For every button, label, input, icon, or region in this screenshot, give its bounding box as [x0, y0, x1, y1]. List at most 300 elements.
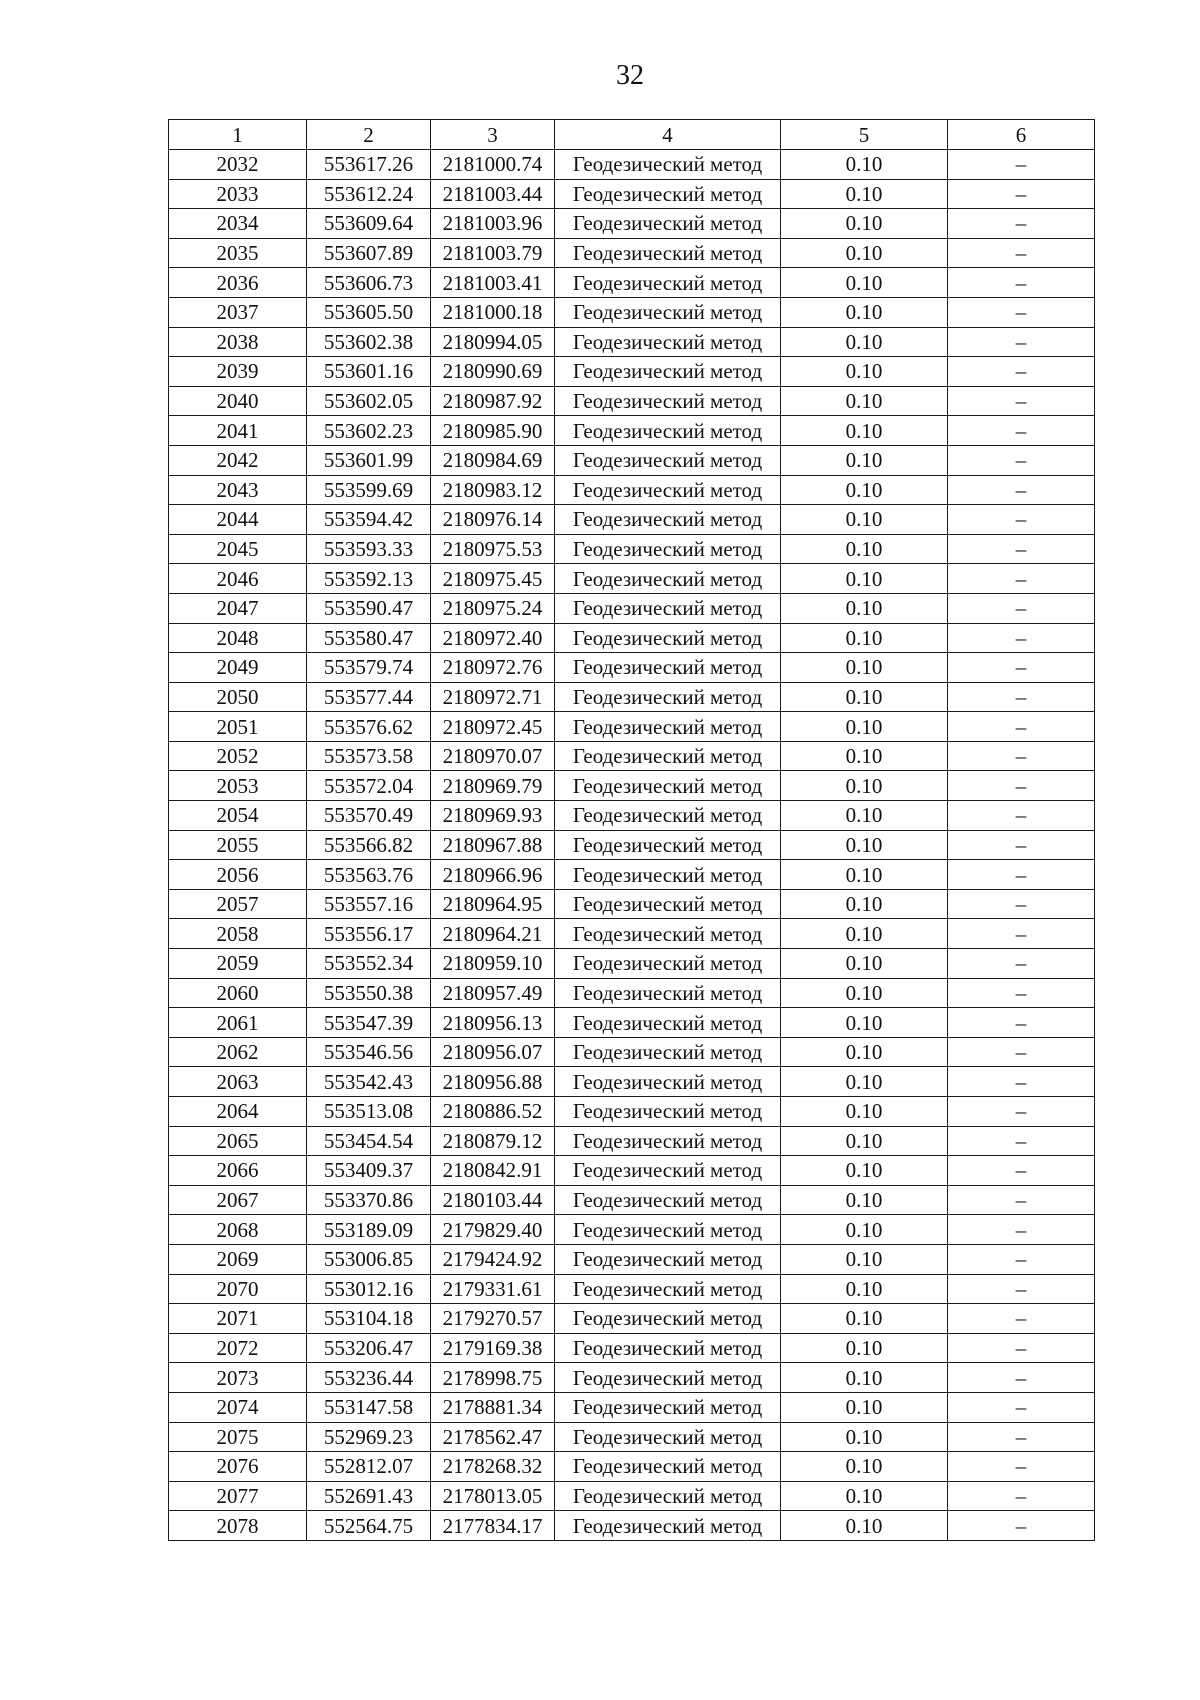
x-coordinate-cell: 553594.42 — [307, 505, 431, 535]
x-coordinate-cell: 553592.13 — [307, 564, 431, 594]
x-coordinate-cell: 553593.33 — [307, 534, 431, 564]
point-number-cell: 2053 — [169, 771, 307, 801]
method-cell: Геодезический метод — [555, 386, 781, 416]
note-cell: – — [948, 297, 1095, 327]
x-coordinate-cell: 552969.23 — [307, 1422, 431, 1452]
accuracy-cell: 0.10 — [781, 1363, 948, 1393]
method-cell: Геодезический метод — [555, 534, 781, 564]
method-cell: Геодезический метод — [555, 949, 781, 979]
point-number-cell: 2041 — [169, 416, 307, 446]
x-coordinate-cell: 553012.16 — [307, 1274, 431, 1304]
point-number-cell: 2051 — [169, 712, 307, 742]
table-row — [169, 357, 1095, 387]
accuracy-cell: 0.10 — [781, 1244, 948, 1274]
method-cell: Геодезический метод — [555, 1274, 781, 1304]
accuracy-cell: 0.10 — [781, 534, 948, 564]
method-cell: Геодезический метод — [555, 1244, 781, 1274]
x-coordinate-cell: 553147.58 — [307, 1392, 431, 1422]
table-row — [169, 475, 1095, 505]
accuracy-cell: 0.10 — [781, 386, 948, 416]
method-cell: Геодезический метод — [555, 1392, 781, 1422]
y-coordinate-cell: 2180990.69 — [431, 357, 555, 387]
x-coordinate-cell: 553189.09 — [307, 1215, 431, 1245]
x-coordinate-cell: 553602.05 — [307, 386, 431, 416]
point-number-cell: 2043 — [169, 475, 307, 505]
method-cell: Геодезический метод — [555, 1422, 781, 1452]
point-number-cell: 2039 — [169, 357, 307, 387]
x-coordinate-cell: 553006.85 — [307, 1244, 431, 1274]
y-coordinate-cell: 2180957.49 — [431, 978, 555, 1008]
note-cell: – — [948, 860, 1095, 890]
x-coordinate-cell: 553607.89 — [307, 238, 431, 268]
method-cell: Геодезический метод — [555, 1452, 781, 1482]
accuracy-cell: 0.10 — [781, 1008, 948, 1038]
point-number-cell: 2058 — [169, 919, 307, 949]
point-number-cell: 2047 — [169, 593, 307, 623]
x-coordinate-cell: 553602.38 — [307, 327, 431, 357]
method-cell: Геодезический метод — [555, 564, 781, 594]
y-coordinate-cell: 2178013.05 — [431, 1481, 555, 1511]
x-coordinate-cell: 553580.47 — [307, 623, 431, 653]
y-coordinate-cell: 2180975.24 — [431, 593, 555, 623]
note-cell: – — [948, 386, 1095, 416]
method-cell: Геодезический метод — [555, 268, 781, 298]
y-coordinate-cell: 2181003.44 — [431, 179, 555, 209]
table-row — [169, 209, 1095, 239]
method-cell: Геодезический метод — [555, 1008, 781, 1038]
x-coordinate-cell: 553556.17 — [307, 919, 431, 949]
x-coordinate-cell: 553606.73 — [307, 268, 431, 298]
note-cell: – — [948, 1156, 1095, 1186]
accuracy-cell: 0.10 — [781, 238, 948, 268]
method-cell: Геодезический метод — [555, 889, 781, 919]
x-coordinate-cell: 553612.24 — [307, 179, 431, 209]
table-row — [169, 1363, 1095, 1393]
point-number-cell: 2075 — [169, 1422, 307, 1452]
note-cell: – — [948, 682, 1095, 712]
method-cell: Геодезический метод — [555, 801, 781, 831]
x-coordinate-cell: 553573.58 — [307, 741, 431, 771]
point-number-cell: 2048 — [169, 623, 307, 653]
accuracy-cell: 0.10 — [781, 564, 948, 594]
note-cell: – — [948, 1244, 1095, 1274]
note-cell: – — [948, 150, 1095, 180]
accuracy-cell: 0.10 — [781, 860, 948, 890]
method-cell: Геодезический метод — [555, 327, 781, 357]
note-cell: – — [948, 238, 1095, 268]
method-cell: Геодезический метод — [555, 1185, 781, 1215]
accuracy-cell: 0.10 — [781, 1097, 948, 1127]
accuracy-cell: 0.10 — [781, 445, 948, 475]
method-cell: Геодезический метод — [555, 771, 781, 801]
accuracy-cell: 0.10 — [781, 1422, 948, 1452]
note-cell: – — [948, 949, 1095, 979]
table-row — [169, 949, 1095, 979]
accuracy-cell: 0.10 — [781, 949, 948, 979]
y-coordinate-cell: 2179331.61 — [431, 1274, 555, 1304]
accuracy-cell: 0.10 — [781, 978, 948, 1008]
accuracy-cell: 0.10 — [781, 889, 948, 919]
method-cell: Геодезический метод — [555, 1156, 781, 1186]
y-coordinate-cell: 2178268.32 — [431, 1452, 555, 1482]
accuracy-cell: 0.10 — [781, 801, 948, 831]
y-coordinate-cell: 2181000.18 — [431, 297, 555, 327]
method-cell: Геодезический метод — [555, 919, 781, 949]
y-coordinate-cell: 2180964.95 — [431, 889, 555, 919]
method-cell: Геодезический метод — [555, 1511, 781, 1541]
point-number-cell: 2040 — [169, 386, 307, 416]
x-coordinate-cell: 553570.49 — [307, 801, 431, 831]
table-row — [169, 623, 1095, 653]
accuracy-cell: 0.10 — [781, 682, 948, 712]
method-cell: Геодезический метод — [555, 1037, 781, 1067]
accuracy-cell: 0.10 — [781, 919, 948, 949]
y-coordinate-cell: 2179424.92 — [431, 1244, 555, 1274]
table-row — [169, 327, 1095, 357]
x-coordinate-cell: 552564.75 — [307, 1511, 431, 1541]
method-cell: Геодезический метод — [555, 1481, 781, 1511]
x-coordinate-cell: 553601.99 — [307, 445, 431, 475]
point-number-cell: 2037 — [169, 297, 307, 327]
method-cell: Геодезический метод — [555, 1304, 781, 1334]
x-coordinate-cell: 553576.62 — [307, 712, 431, 742]
accuracy-cell: 0.10 — [781, 1481, 948, 1511]
method-cell: Геодезический метод — [555, 416, 781, 446]
y-coordinate-cell: 2180956.13 — [431, 1008, 555, 1038]
accuracy-cell: 0.10 — [781, 1274, 948, 1304]
y-coordinate-cell: 2181003.79 — [431, 238, 555, 268]
note-cell: – — [948, 978, 1095, 1008]
table-row — [169, 1244, 1095, 1274]
x-coordinate-cell: 553542.43 — [307, 1067, 431, 1097]
y-coordinate-cell: 2179829.40 — [431, 1215, 555, 1245]
x-coordinate-cell: 552812.07 — [307, 1452, 431, 1482]
method-cell: Геодезический метод — [555, 475, 781, 505]
table-row — [169, 593, 1095, 623]
accuracy-cell: 0.10 — [781, 209, 948, 239]
table-row — [169, 238, 1095, 268]
method-cell: Геодезический метод — [555, 238, 781, 268]
note-cell: – — [948, 653, 1095, 683]
x-coordinate-cell: 553557.16 — [307, 889, 431, 919]
x-coordinate-cell: 553409.37 — [307, 1156, 431, 1186]
accuracy-cell: 0.10 — [781, 1304, 948, 1334]
table-row — [169, 712, 1095, 742]
note-cell: – — [948, 1185, 1095, 1215]
x-coordinate-cell: 553454.54 — [307, 1126, 431, 1156]
accuracy-cell: 0.10 — [781, 268, 948, 298]
note-cell: – — [948, 1274, 1095, 1304]
method-cell: Геодезический метод — [555, 978, 781, 1008]
note-cell: – — [948, 416, 1095, 446]
point-number-cell: 2069 — [169, 1244, 307, 1274]
point-number-cell: 2032 — [169, 150, 307, 180]
point-number-cell: 2064 — [169, 1097, 307, 1127]
method-cell: Геодезический метод — [555, 1333, 781, 1363]
point-number-cell: 2050 — [169, 682, 307, 712]
accuracy-cell: 0.10 — [781, 1452, 948, 1482]
point-number-cell: 2061 — [169, 1008, 307, 1038]
table-row — [169, 830, 1095, 860]
note-cell: – — [948, 623, 1095, 653]
method-cell: Геодезический метод — [555, 150, 781, 180]
accuracy-cell: 0.10 — [781, 505, 948, 535]
point-number-cell: 2046 — [169, 564, 307, 594]
accuracy-cell: 0.10 — [781, 741, 948, 771]
note-cell: – — [948, 179, 1095, 209]
accuracy-cell: 0.10 — [781, 179, 948, 209]
accuracy-cell: 0.10 — [781, 1126, 948, 1156]
point-number-cell: 2068 — [169, 1215, 307, 1245]
table-body — [169, 150, 1095, 1541]
point-number-cell: 2074 — [169, 1392, 307, 1422]
y-coordinate-cell: 2180972.45 — [431, 712, 555, 742]
point-number-cell: 2070 — [169, 1274, 307, 1304]
x-coordinate-cell: 553605.50 — [307, 297, 431, 327]
x-coordinate-cell: 553563.76 — [307, 860, 431, 890]
note-cell: – — [948, 1215, 1095, 1245]
accuracy-cell: 0.10 — [781, 1333, 948, 1363]
point-number-cell: 2034 — [169, 209, 307, 239]
y-coordinate-cell: 2180966.96 — [431, 860, 555, 890]
note-cell: – — [948, 830, 1095, 860]
y-coordinate-cell: 2179169.38 — [431, 1333, 555, 1363]
accuracy-cell: 0.10 — [781, 1185, 948, 1215]
note-cell: – — [948, 534, 1095, 564]
column-header: 3 — [431, 120, 555, 150]
header-row — [169, 120, 1095, 150]
column-header: 6 — [948, 120, 1095, 150]
page-number: 32 — [616, 60, 644, 91]
table-row — [169, 1452, 1095, 1482]
y-coordinate-cell: 2181003.41 — [431, 268, 555, 298]
table-row — [169, 801, 1095, 831]
accuracy-cell: 0.10 — [781, 1037, 948, 1067]
x-coordinate-cell: 553550.38 — [307, 978, 431, 1008]
method-cell: Геодезический метод — [555, 1215, 781, 1245]
y-coordinate-cell: 2180975.53 — [431, 534, 555, 564]
method-cell: Геодезический метод — [555, 1097, 781, 1127]
coordinates-table — [168, 119, 1095, 1541]
method-cell: Геодезический метод — [555, 1067, 781, 1097]
method-cell: Геодезический метод — [555, 860, 781, 890]
table-row — [169, 889, 1095, 919]
y-coordinate-cell: 2180984.69 — [431, 445, 555, 475]
y-coordinate-cell: 2181003.96 — [431, 209, 555, 239]
point-number-cell: 2067 — [169, 1185, 307, 1215]
x-coordinate-cell: 553599.69 — [307, 475, 431, 505]
note-cell: – — [948, 1363, 1095, 1393]
accuracy-cell: 0.10 — [781, 830, 948, 860]
note-cell: – — [948, 445, 1095, 475]
table-row — [169, 919, 1095, 949]
column-header: 1 — [169, 120, 307, 150]
accuracy-cell: 0.10 — [781, 1511, 948, 1541]
note-cell: – — [948, 357, 1095, 387]
y-coordinate-cell: 2179270.57 — [431, 1304, 555, 1334]
table-row — [169, 741, 1095, 771]
table-row — [169, 179, 1095, 209]
x-coordinate-cell: 553601.16 — [307, 357, 431, 387]
table-row — [169, 771, 1095, 801]
note-cell: – — [948, 1126, 1095, 1156]
y-coordinate-cell: 2180972.40 — [431, 623, 555, 653]
point-number-cell: 2059 — [169, 949, 307, 979]
table-row — [169, 1511, 1095, 1541]
point-number-cell: 2056 — [169, 860, 307, 890]
method-cell: Геодезический метод — [555, 179, 781, 209]
point-number-cell: 2063 — [169, 1067, 307, 1097]
accuracy-cell: 0.10 — [781, 475, 948, 505]
table-row — [169, 505, 1095, 535]
x-coordinate-cell: 552691.43 — [307, 1481, 431, 1511]
table-row — [169, 1422, 1095, 1452]
table-row — [169, 860, 1095, 890]
y-coordinate-cell: 2180972.71 — [431, 682, 555, 712]
y-coordinate-cell: 2181000.74 — [431, 150, 555, 180]
y-coordinate-cell: 2180886.52 — [431, 1097, 555, 1127]
point-number-cell: 2073 — [169, 1363, 307, 1393]
note-cell: – — [948, 593, 1095, 623]
note-cell: – — [948, 1333, 1095, 1363]
y-coordinate-cell: 2178881.34 — [431, 1392, 555, 1422]
accuracy-cell: 0.10 — [781, 1067, 948, 1097]
x-coordinate-cell: 553370.86 — [307, 1185, 431, 1215]
x-coordinate-cell: 553547.39 — [307, 1008, 431, 1038]
point-number-cell: 2065 — [169, 1126, 307, 1156]
accuracy-cell: 0.10 — [781, 623, 948, 653]
method-cell: Геодезический метод — [555, 297, 781, 327]
accuracy-cell: 0.10 — [781, 327, 948, 357]
point-number-cell: 2057 — [169, 889, 307, 919]
method-cell: Геодезический метод — [555, 209, 781, 239]
note-cell: – — [948, 889, 1095, 919]
table-row — [169, 1126, 1095, 1156]
x-coordinate-cell: 553590.47 — [307, 593, 431, 623]
point-number-cell: 2045 — [169, 534, 307, 564]
table-row — [169, 268, 1095, 298]
accuracy-cell: 0.10 — [781, 1392, 948, 1422]
y-coordinate-cell: 2180842.91 — [431, 1156, 555, 1186]
table-row — [169, 1274, 1095, 1304]
accuracy-cell: 0.10 — [781, 712, 948, 742]
x-coordinate-cell: 553546.56 — [307, 1037, 431, 1067]
method-cell: Геодезический метод — [555, 1363, 781, 1393]
method-cell: Геодезический метод — [555, 653, 781, 683]
note-cell: – — [948, 209, 1095, 239]
note-cell: – — [948, 919, 1095, 949]
x-coordinate-cell: 553104.18 — [307, 1304, 431, 1334]
table-row — [169, 1481, 1095, 1511]
table-row — [169, 1067, 1095, 1097]
accuracy-cell: 0.10 — [781, 593, 948, 623]
table-row — [169, 445, 1095, 475]
y-coordinate-cell: 2180983.12 — [431, 475, 555, 505]
x-coordinate-cell: 553609.64 — [307, 209, 431, 239]
x-coordinate-cell: 553552.34 — [307, 949, 431, 979]
point-number-cell: 2036 — [169, 268, 307, 298]
method-cell: Геодезический метод — [555, 593, 781, 623]
method-cell: Геодезический метод — [555, 1126, 781, 1156]
note-cell: – — [948, 327, 1095, 357]
point-number-cell: 2055 — [169, 830, 307, 860]
accuracy-cell: 0.10 — [781, 653, 948, 683]
table-row — [169, 1185, 1095, 1215]
note-cell: – — [948, 1452, 1095, 1482]
y-coordinate-cell: 2180969.79 — [431, 771, 555, 801]
table-row — [169, 1215, 1095, 1245]
table-row — [169, 1097, 1095, 1127]
accuracy-cell: 0.10 — [781, 297, 948, 327]
x-coordinate-cell: 553617.26 — [307, 150, 431, 180]
note-cell: – — [948, 1481, 1095, 1511]
point-number-cell: 2035 — [169, 238, 307, 268]
note-cell: – — [948, 268, 1095, 298]
note-cell: – — [948, 564, 1095, 594]
column-header: 4 — [555, 120, 781, 150]
note-cell: – — [948, 475, 1095, 505]
point-number-cell: 2052 — [169, 741, 307, 771]
point-number-cell: 2038 — [169, 327, 307, 357]
table-row — [169, 416, 1095, 446]
point-number-cell: 2054 — [169, 801, 307, 831]
table-row — [169, 1304, 1095, 1334]
x-coordinate-cell: 553602.23 — [307, 416, 431, 446]
note-cell: – — [948, 505, 1095, 535]
y-coordinate-cell: 2180987.92 — [431, 386, 555, 416]
note-cell: – — [948, 1392, 1095, 1422]
method-cell: Геодезический метод — [555, 741, 781, 771]
point-number-cell: 2042 — [169, 445, 307, 475]
accuracy-cell: 0.10 — [781, 771, 948, 801]
note-cell: – — [948, 771, 1095, 801]
point-number-cell: 2071 — [169, 1304, 307, 1334]
x-coordinate-cell: 553579.74 — [307, 653, 431, 683]
note-cell: – — [948, 1097, 1095, 1127]
y-coordinate-cell: 2180969.93 — [431, 801, 555, 831]
note-cell: – — [948, 1511, 1095, 1541]
y-coordinate-cell: 2180964.21 — [431, 919, 555, 949]
point-number-cell: 2078 — [169, 1511, 307, 1541]
x-coordinate-cell: 553577.44 — [307, 682, 431, 712]
y-coordinate-cell: 2180967.88 — [431, 830, 555, 860]
point-number-cell: 2076 — [169, 1452, 307, 1482]
y-coordinate-cell: 2180975.45 — [431, 564, 555, 594]
method-cell: Геодезический метод — [555, 712, 781, 742]
point-number-cell: 2033 — [169, 179, 307, 209]
point-number-cell: 2077 — [169, 1481, 307, 1511]
column-header: 5 — [781, 120, 948, 150]
table-row — [169, 1037, 1095, 1067]
y-coordinate-cell: 2178562.47 — [431, 1422, 555, 1452]
point-number-cell: 2044 — [169, 505, 307, 535]
table-row — [169, 150, 1095, 180]
table-row — [169, 297, 1095, 327]
y-coordinate-cell: 2180956.88 — [431, 1067, 555, 1097]
note-cell: – — [948, 1422, 1095, 1452]
x-coordinate-cell: 553566.82 — [307, 830, 431, 860]
point-number-cell: 2072 — [169, 1333, 307, 1363]
method-cell: Геодезический метод — [555, 830, 781, 860]
y-coordinate-cell: 2180879.12 — [431, 1126, 555, 1156]
x-coordinate-cell: 553206.47 — [307, 1333, 431, 1363]
y-coordinate-cell: 2180956.07 — [431, 1037, 555, 1067]
y-coordinate-cell: 2180103.44 — [431, 1185, 555, 1215]
point-number-cell: 2060 — [169, 978, 307, 1008]
method-cell: Геодезический метод — [555, 505, 781, 535]
table-row — [169, 564, 1095, 594]
method-cell: Геодезический метод — [555, 445, 781, 475]
